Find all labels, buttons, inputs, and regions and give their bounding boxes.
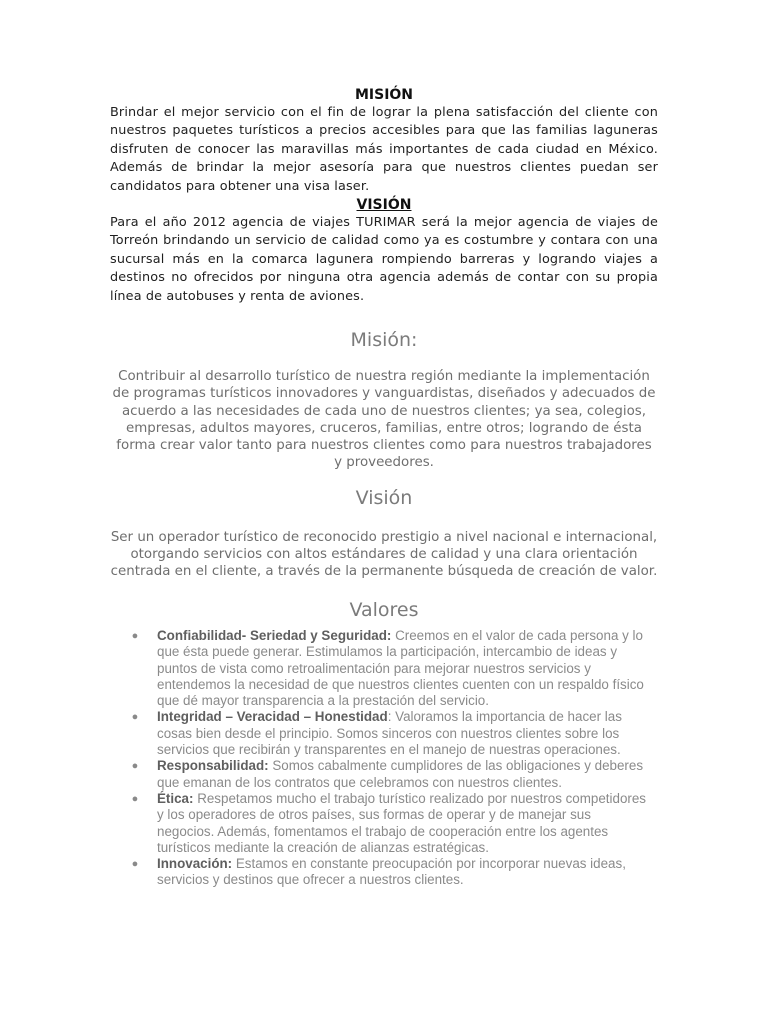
bullet-icon: ● [131, 711, 139, 724]
value-term: Responsabilidad: [157, 758, 269, 774]
mision-vision-block [110, 86, 658, 306]
vision-statement: Ser un operador turístico de reconocido prestigio a nivel nacional e internacional, otorgando servicios con altos estándares de calidad y una clara orientación centrada en el cliente, a través de la permanente búsqueda de creación de valor. [110, 529, 658, 580]
list-item [130, 709, 650, 758]
value-description: : Valoramos la importancia de hacer las cosas bien desde el principio. Somos sinceros con nuestros clientes sobre los servicios que recibirán y transparentes en el manejo de nuestras operaciones. [157, 709, 622, 758]
value-description: Somos cabalmente cumplidores de las obligaciones y deberes que emanan de los contratos que celebramos con nuestros clientes. [157, 758, 644, 790]
value-description: Respetamos mucho el trabajo turístico realizado por nuestros competidores y los operadores de otros países, sus formas de operar y de manejar sus negocios. Además, fomentamos el trabajo de cooperación entre los agentes turísticos mediante la creación de alianzas estratégicas. [157, 790, 646, 855]
mision-subheading: Misión: [350, 329, 418, 351]
vision-paragraph: Para el año 2012 agencia de viajes TURIMAR será la mejor agencia de viajes de Torreón brindando un servicio de calidad como ya es costumbre y contara con una sucursal más en la comarca lagunera rompiendo barreras y logrando viajes a destinos no ofrecidos por ninguna otra agencia además de contar con su propia línea de autobuses y renta de aviones. [110, 215, 658, 304]
vision-subheading: Visión [355, 486, 413, 509]
value-term: Innovación: [157, 856, 233, 872]
bullet-icon: ● [131, 792, 139, 805]
bullet-icon: ● [131, 760, 139, 773]
list-item [130, 791, 650, 856]
list-item [130, 856, 650, 889]
bullet-icon: ● [131, 630, 139, 642]
list-item [130, 628, 650, 709]
list-item [130, 758, 650, 791]
mision-statement: Contribuir al desarrollo turístico de nuestra región mediante la implementación de programas turísticos innovadores y vanguardistas, diseñados y adecuados de acuerdo a las necesidades de cada uno de nuestros clientes; ya sea, colegios, empresas, adultos mayores, cruceros, familias, entre otros; logrando de ésta forma crear valor tanto para nuestros clientes como para nuestros trabajadores y proveedores. [112, 369, 656, 471]
bullet-icon: ● [131, 858, 139, 871]
value-term: Ética: [157, 790, 194, 806]
value-term: Confiabilidad- Seriedad y Seguridad: [157, 628, 392, 643]
mision-paragraph: Brindar el mejor servicio con el fin de lograr la plena satisfacción del cliente con nuestros paquetes turísticos a precios accesibles para que las familias laguneras disfruten de conocer las maravillas más importantes de cada ciudad en México. Además de brindar la mejor asesoría para que nuestros clientes puedan ser candidatos para obtener una visa laser. [110, 105, 658, 194]
mision-heading: MISIÓN [354, 87, 414, 103]
value-description: Creemos en el valor de cada persona y lo que ésta puede generar. Estimulamos la participación, intercambio de ideas y puntos de vista como retroalimentación para mejorar nuestros servicios y entendemos la necesidad de que nuestros clientes cuenten con un respaldo físico que dé mayor transparencia a la prestación del servicio. [157, 628, 644, 709]
value-description: Estamos en constante preocupación por incorporar nuevas ideas, servicios y destinos que ofrecer a nuestros clientes. [157, 856, 626, 888]
company-statements-block [108, 326, 660, 624]
value-term: Integridad – Veracidad – Honestidad [157, 709, 388, 725]
vision-heading: VISIÓN [356, 197, 412, 214]
valores-list [130, 628, 650, 889]
valores-subheading: Valores [349, 598, 419, 621]
